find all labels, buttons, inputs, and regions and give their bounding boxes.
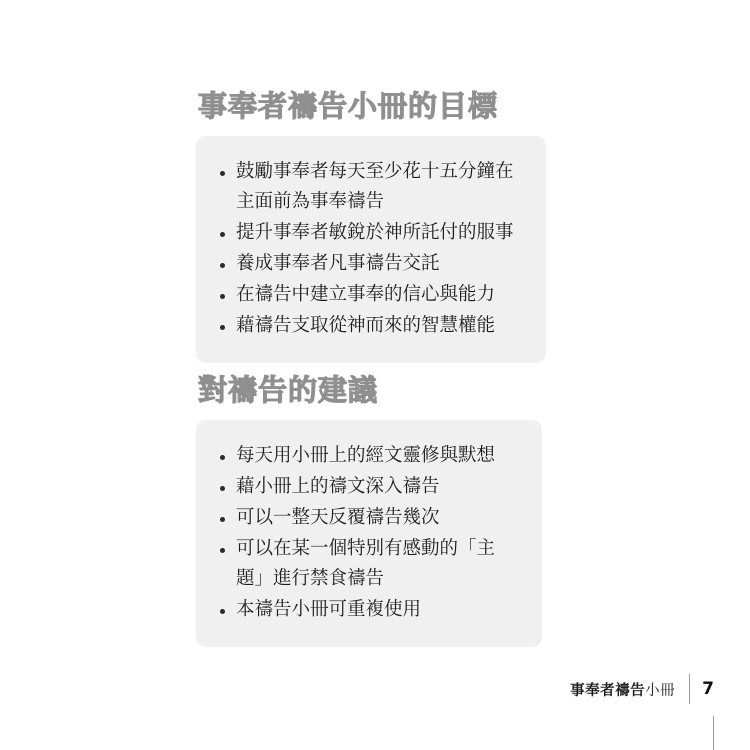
footer-title-thin: 小冊 [645, 682, 676, 699]
list-item [218, 281, 520, 311]
page-number: 7 [702, 679, 714, 699]
goals-list [218, 158, 520, 342]
section-suggestions [196, 372, 542, 647]
footer-book-title [570, 679, 675, 700]
list-item [218, 504, 516, 534]
list-item [218, 596, 516, 626]
footer-divider [689, 674, 690, 704]
page-footer [570, 676, 714, 702]
list-item-text: 可以在某一個特別有感動的「主題」進行禁食禱告 [236, 539, 496, 590]
list-item-text: 可以一整天反覆禱告幾次 [236, 508, 440, 529]
footer-title-bold: 事奉者禱告 [570, 682, 646, 699]
list-item-text: 藉小冊上的禱文深入禱告 [236, 477, 440, 498]
list-item-text: 鼓勵事奉者每天至少花十五分鐘在主面前為事奉禱告 [236, 162, 514, 213]
section-suggestions-list-box [196, 420, 542, 647]
list-item [218, 219, 520, 249]
section-goals-list-box [196, 136, 546, 363]
section-goals-heading: 事奉者禱告小冊的目標 [198, 89, 499, 123]
list-item [218, 473, 516, 503]
list-item-text: 藉禱告支取從神而來的智慧權能 [236, 316, 496, 337]
list-item-text: 在禱告中建立事奉的信心與能力 [236, 285, 496, 306]
list-item-text: 本禱告小冊可重複使用 [236, 600, 422, 621]
list-item [218, 158, 520, 218]
section-goals [196, 88, 546, 363]
list-item [218, 442, 516, 472]
list-item [218, 250, 520, 280]
list-item-text: 提升事奉者敏銳於神所託付的服事 [236, 223, 514, 244]
list-item-text: 每天用小冊上的經文靈修與默想 [236, 446, 496, 467]
footer-edge-rule [713, 716, 714, 750]
section-suggestions-heading: 對禱告的建議 [198, 373, 379, 407]
list-item [218, 312, 520, 342]
suggestions-list [218, 442, 516, 626]
list-item-text: 養成事奉者凡事禱告交託 [236, 254, 440, 275]
list-item [218, 535, 516, 595]
